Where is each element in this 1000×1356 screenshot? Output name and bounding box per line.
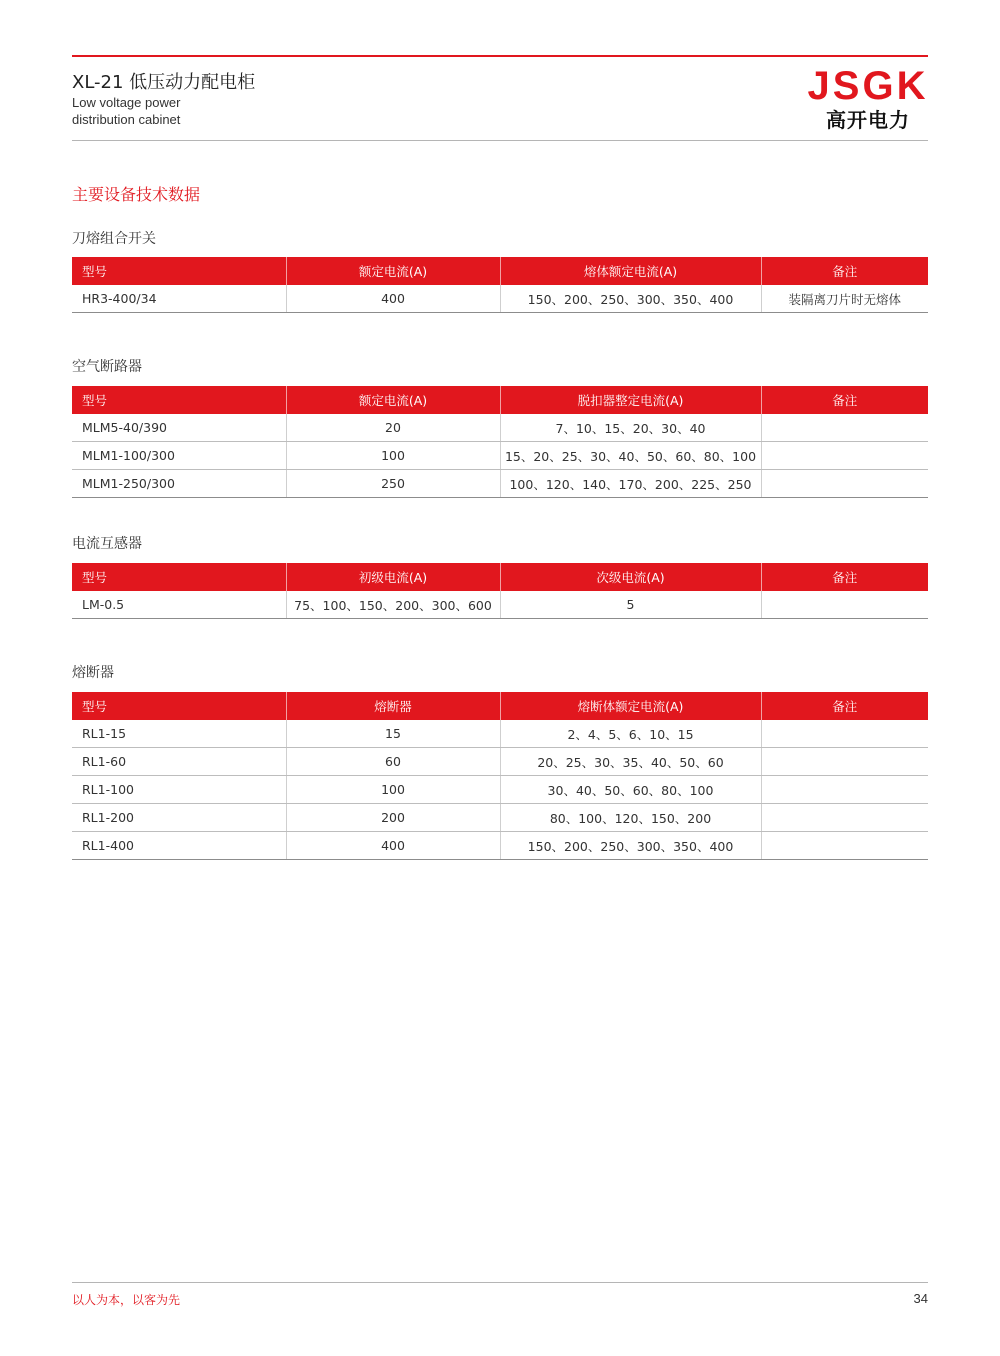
column-header: 脱扣器整定电流(A)	[500, 386, 761, 414]
document-subtitle-line2: distribution cabinet	[72, 112, 181, 127]
table-header-row	[72, 692, 928, 720]
table-cell	[761, 591, 928, 619]
document-subtitle-line1: Low voltage power	[72, 95, 181, 110]
column-header: 型号	[72, 692, 286, 720]
table-cell: 5	[500, 591, 761, 619]
footer-slogan: 以人为本，以客为先	[72, 1293, 181, 1307]
footer-divider	[72, 1282, 928, 1283]
company-logo	[806, 66, 930, 132]
table-cell	[761, 470, 928, 498]
table-cell: 20、25、30、35、40、50、60	[500, 748, 761, 776]
section-title: 主要设备技术数据	[72, 185, 201, 204]
header-divider	[72, 140, 928, 141]
table-cell: 400	[286, 285, 500, 313]
table-cell	[761, 442, 928, 470]
column-header: 型号	[72, 257, 286, 285]
table-cell: 15、20、25、30、40、50、60、80、100	[500, 442, 761, 470]
logo-chinese-name: 高开电力	[826, 108, 910, 132]
table-title-current-transformer: 电流互感器	[72, 536, 142, 552]
table-cell: HR3-400/34	[72, 285, 286, 313]
table-header-row	[72, 563, 928, 591]
table-title-knife-fuse-switch: 刀熔组合开关	[72, 231, 156, 247]
column-header: 型号	[72, 386, 286, 414]
table-row	[72, 776, 928, 804]
column-header: 熔断器	[286, 692, 500, 720]
spec-table-fuse	[72, 692, 928, 860]
table-cell: 30、40、50、60、80、100	[500, 776, 761, 804]
column-header: 熔体额定电流(A)	[500, 257, 761, 285]
table-cell: 400	[286, 832, 500, 860]
table-cell: MLM1-250/300	[72, 470, 286, 498]
table-cell: 60	[286, 748, 500, 776]
table-cell: 80、100、120、150、200	[500, 804, 761, 832]
table-cell: 7、10、15、20、30、40	[500, 414, 761, 442]
table-cell	[761, 832, 928, 860]
table-row	[72, 285, 928, 313]
table-title-air-circuit-breaker: 空气断路器	[72, 359, 142, 375]
table-row	[72, 832, 928, 860]
table-cell: RL1-60	[72, 748, 286, 776]
spec-table-current-transformer	[72, 563, 928, 619]
table-cell: 100	[286, 442, 500, 470]
table-row	[72, 804, 928, 832]
table-row	[72, 414, 928, 442]
table-cell: 150、200、250、300、350、400	[500, 285, 761, 313]
column-header: 备注	[761, 257, 928, 285]
table-row	[72, 470, 928, 498]
logo-mark: JSGK	[807, 64, 929, 108]
table-row	[72, 748, 928, 776]
table-title-fuse: 熔断器	[72, 665, 114, 681]
table-row	[72, 442, 928, 470]
column-header: 熔断体额定电流(A)	[500, 692, 761, 720]
page-number: 34	[913, 1291, 928, 1306]
column-header: 初级电流(A)	[286, 563, 500, 591]
column-header: 备注	[761, 563, 928, 591]
column-header: 额定电流(A)	[286, 386, 500, 414]
table-cell	[761, 720, 928, 748]
table-cell: 100、120、140、170、200、225、250	[500, 470, 761, 498]
table-cell: RL1-100	[72, 776, 286, 804]
table-cell: RL1-15	[72, 720, 286, 748]
table-cell	[761, 804, 928, 832]
table-cell	[761, 748, 928, 776]
table-cell: 150、200、250、300、350、400	[500, 832, 761, 860]
table-cell: RL1-400	[72, 832, 286, 860]
table-cell: 20	[286, 414, 500, 442]
table-cell: MLM5-40/390	[72, 414, 286, 442]
table-header-row	[72, 386, 928, 414]
table-cell	[761, 414, 928, 442]
table-cell: LM-0.5	[72, 591, 286, 619]
table-cell: 2、4、5、6、10、15	[500, 720, 761, 748]
column-header: 备注	[761, 386, 928, 414]
spec-table-knife-fuse-switch	[72, 257, 928, 313]
column-header: 额定电流(A)	[286, 257, 500, 285]
table-cell: 装隔离刀片时无熔体	[761, 285, 928, 313]
document-title: XL-21 低压动力配电柜	[72, 72, 256, 93]
spec-table-air-circuit-breaker	[72, 386, 928, 498]
table-cell: 100	[286, 776, 500, 804]
column-header: 次级电流(A)	[500, 563, 761, 591]
table-header-row	[72, 257, 928, 285]
table-row	[72, 591, 928, 619]
table-cell: 75、100、150、200、300、600	[286, 591, 500, 619]
table-cell: 250	[286, 470, 500, 498]
table-cell: 15	[286, 720, 500, 748]
column-header: 备注	[761, 692, 928, 720]
table-row	[72, 720, 928, 748]
header-top-rule	[72, 55, 928, 57]
column-header: 型号	[72, 563, 286, 591]
table-cell: 200	[286, 804, 500, 832]
table-cell: RL1-200	[72, 804, 286, 832]
table-cell: MLM1-100/300	[72, 442, 286, 470]
table-cell	[761, 776, 928, 804]
